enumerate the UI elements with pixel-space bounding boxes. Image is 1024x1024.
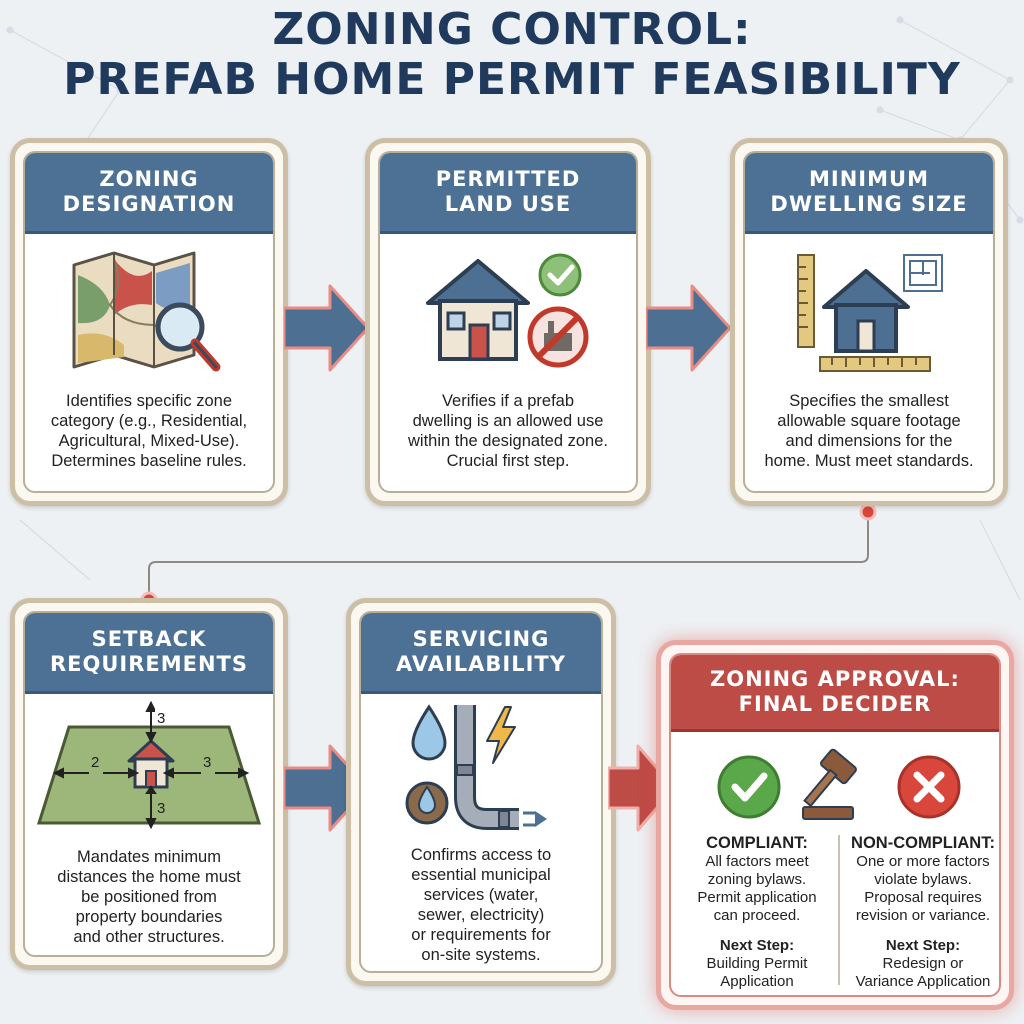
setback-label-bottom: 3 [157, 800, 166, 817]
checkmark-icon [719, 757, 779, 817]
noncompliant-next-body: Redesign or Variance Application [855, 955, 991, 990]
noncompliant-heading: NON-COMPLIANT: [851, 834, 995, 852]
card-servicing-availability [346, 598, 616, 986]
card-description: Specifies the smallest allowable square footage and dimensions for the home. Must meet standards. [764, 392, 974, 470]
compliant-column [677, 833, 837, 991]
lot-setback-icon [25, 699, 273, 849]
flow-arrow-1 [284, 278, 372, 378]
page-title-line-1: ZONING CONTROL: [272, 4, 752, 55]
card-zoning-approval [656, 640, 1014, 1010]
compliant-next-heading: Next Step: [719, 937, 795, 954]
card-heading-bar [745, 153, 993, 234]
card-description: Confirms access to essential municipal services (water, sewer, electricity) or requirements for on-site systems. [410, 846, 552, 964]
card-heading: PERMITTED LAND USE [435, 167, 581, 216]
card-minimum-dwelling-size [730, 138, 1008, 506]
decision-icons [711, 745, 971, 825]
setback-label-left: 2 [91, 754, 100, 771]
gavel-icon [795, 748, 857, 819]
utilities-icon [361, 701, 601, 851]
map-magnifier-icon [25, 245, 273, 395]
house-allowed-icon [380, 245, 636, 395]
card-heading-bar [380, 153, 636, 234]
card-heading-bar [671, 655, 999, 732]
compliant-heading: COMPLIANT: [706, 834, 808, 852]
setback-label-right: 3 [203, 754, 212, 771]
card-heading-bar [361, 613, 601, 694]
page-title-line-2: PREFAB HOME PERMIT FEASIBILITY [63, 54, 961, 105]
setback-label-top: 3 [157, 710, 166, 727]
card-description: Mandates minimum distances the home must be positioned from property boundaries and other structures. [57, 848, 241, 946]
card-heading: ZONING APPROVAL: FINAL DECIDER [710, 667, 960, 716]
card-heading: ZONING DESIGNATION [62, 167, 236, 216]
x-icon [899, 757, 959, 817]
card-zoning-designation [10, 138, 288, 506]
card-permitted-land-use [365, 138, 651, 506]
card-heading: MINIMUM DWELLING SIZE [770, 167, 968, 216]
compliant-body: All factors meet zoning bylaws. Permit application can proceed. [697, 853, 817, 924]
noncompliant-column [843, 833, 1001, 991]
flow-arrow-2 [646, 278, 734, 378]
card-setback-requirements [10, 598, 288, 970]
card-heading: SERVICING AVAILABILITY [396, 627, 566, 676]
card-description: Verifies if a prefab dwelling is an allowed use within the designated zone. Crucial first step. [408, 392, 608, 470]
card-heading-bar [25, 153, 273, 234]
card-heading-bar [25, 613, 273, 694]
house-ruler-icon [745, 245, 993, 395]
card-description: Identifies specific zone category (e.g., Residential, Agricultural, Mixed-Use). Determines baseline rules. [50, 392, 248, 470]
card-heading: SETBACK REQUIREMENTS [49, 627, 249, 676]
compliant-next-body: Building Permit Application [706, 955, 808, 990]
noncompliant-next-heading: Next Step: [885, 937, 961, 954]
noncompliant-body: One or more factors violate bylaws. Proposal requires revision or variance. [855, 853, 991, 924]
